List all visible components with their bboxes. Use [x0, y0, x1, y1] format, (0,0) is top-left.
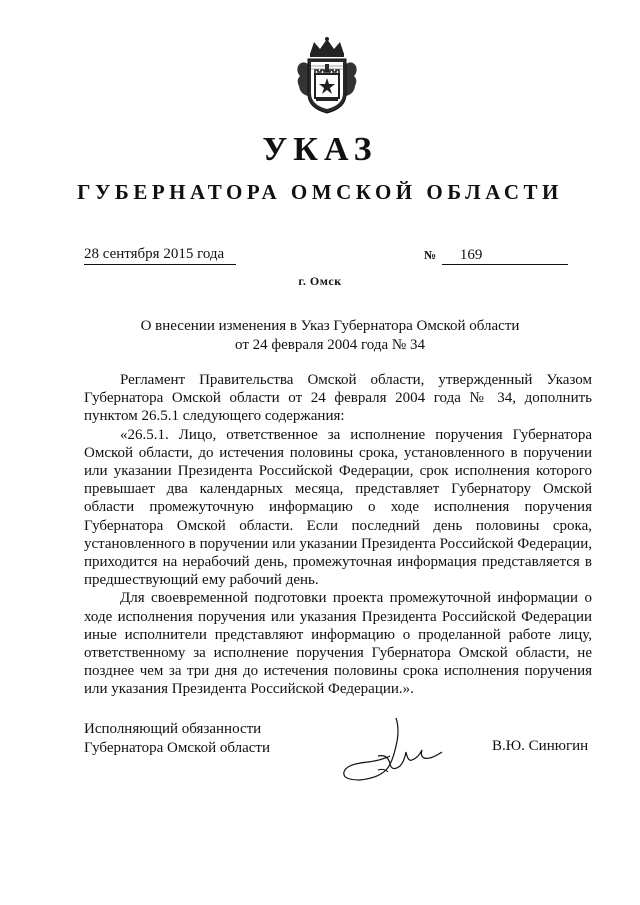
signatory-position: [84, 720, 270, 757]
position-line-1: Исполняющий обязанности: [84, 721, 262, 737]
document-subtitle: ГУБЕРНАТОРА ОМСКОЙ ОБЛАСТИ: [77, 180, 563, 204]
number-sign: №: [424, 248, 437, 262]
document-city: г. Омск: [298, 274, 342, 288]
position-line-2: Губернатора Омской области: [84, 739, 270, 756]
document-subject: [120, 317, 540, 355]
handwritten-signature: [338, 716, 446, 782]
subject-line-2: от 24 февраля 2004 года № 34: [235, 337, 425, 353]
document-number: [424, 247, 568, 265]
document-title: УКАЗ: [262, 131, 378, 168]
body-paragraph-3: Для своевременной подготовки проекта промежуточной информации о ходе исполнения поручения или указания Президента Российской Федерации иные исполнители представляют информацию о проделанной работе лицу, ответственному за исполнение поручения Губернатора Омской области, не позднее чем за три дня до истечения половины срока исполнения поручения или указания Президента Российской Федерации.».: [84, 590, 592, 698]
body-paragraph-1: Регламент Правительства Омской области, утвержденный Указом Губернатора Омской области от 24 февраля 2004 года № 34, дополнить пунктом 26.5.1 следующего содержания:: [84, 372, 592, 425]
body-paragraph-2: «26.5.1. Лицо, ответственное за исполнение поручения Губернатора Омской области, до истечения половины срока, установленного в поручении или указании Президента Российской Федерации, срок исполнения которого превышает два календарных месяца, представляет Губернатору Омской области промежуточную информацию о ходе исполнения поручения Губернатора Омской области. Если последний день половины срока, установленного в поручении или указании Президента Российской Федерации, приходится на нерабочий день, промежуточная информация представляется в предшествующий ему рабочий день.: [84, 426, 592, 589]
number-value: 169: [442, 247, 568, 265]
subject-line-1: О внесении изменения в Указ Губернатора Омской области: [140, 318, 520, 334]
signatory-name: В.Ю. Синюгин: [492, 738, 589, 754]
coat-of-arms-icon: [296, 36, 358, 116]
document-body: [84, 371, 592, 699]
document-date: 28 сентября 2015 года: [84, 246, 236, 265]
